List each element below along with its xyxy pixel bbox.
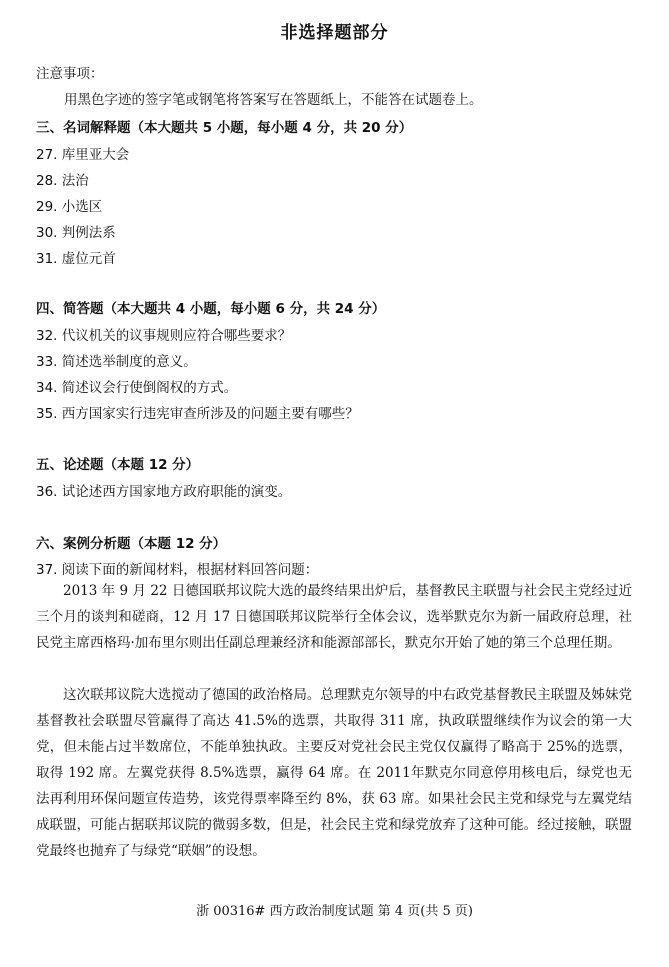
question-35: 35. 西方国家实行违宪审查所涉及的问题主要有哪些？ — [36, 406, 359, 422]
section-5-heading: 五、论述题（本题 12 分） — [36, 457, 200, 473]
question-37: 37. 阅读下面的新闻材料，根据材料回答问题： — [36, 562, 319, 578]
question-36: 36. 试论述西方国家地方政府职能的演变。 — [36, 484, 292, 500]
page-footer: 浙 00316# 西方政治制度试题 第 4 页(共 5 页) — [196, 904, 473, 919]
section-3-heading: 三、名词解释题（本大题共 5 小题，每小题 4 分，共 20 分） — [36, 120, 413, 136]
question-33: 33. 简述选举制度的意义。 — [36, 354, 197, 370]
case-paragraph-2: 这次联邦议院大选搅动了德国的政治格局。总理默克尔领导的中右政党基督教民主联盟及姊妹党基督教社会联盟尽管赢得了高达 41.5%的选票，共取得 311 席，执政联盟继续作为议会的第一大党，但未能占过半数席位，不能单独执政。主要反对党社会民主党仅仅赢得了略高于 25%的选票，取得 192 席。左翼党获得 8.5%选票，赢得 64 席。在 2011年默克尔同意停用核电后，绿党也无法再利用环保问题宣传造势，该党得票率降至约 8%，获 63 席。如果社会民主党和绿党与左翼党结成联盟，可能占据联邦议院的微弱多数，但是，社会民主党和绿党放弃了这种可能。经过接触，联盟党最终也抛弃了与绿党“联姻”的设想。 — [36, 687, 632, 859]
case-paragraph-1: 2013 年 9 月 22 日德国联邦议院大选的最终结果出炉后，基督教民主联盟与社会民主党经过近三个月的谈判和磋商，12 月 17 日德国联邦议院举行全体会议，选举默克尔为新一届政府总理，社民党主席西格玛·加布里尔则出任副总理兼经济和能源部部长，默克尔开始了她的第三个总理任期。 — [36, 583, 632, 651]
question-31: 31. 虚位元首 — [36, 251, 116, 267]
notice-text: 用黑色字迹的签字笔或钢笔将答案写在答题纸上，不能答在试题卷上。 — [64, 92, 483, 108]
question-29: 29. 小选区 — [36, 199, 103, 215]
question-27: 27. 库里亚大会 — [36, 147, 130, 163]
notice-label: 注意事项： — [36, 66, 104, 82]
page-title: 非选择题部分 — [280, 23, 389, 43]
question-32: 32. 代议机关的议事规则应符合哪些要求？ — [36, 328, 292, 344]
question-34: 34. 简述议会行使倒阁权的方式。 — [36, 380, 238, 396]
question-30: 30. 判例法系 — [36, 225, 116, 241]
section-4-heading: 四、简答题（本大题共 4 小题，每小题 6 分，共 24 分） — [36, 301, 386, 317]
section-6-heading: 六、案例分析题（本题 12 分） — [36, 536, 227, 552]
question-28: 28. 法治 — [36, 173, 89, 189]
